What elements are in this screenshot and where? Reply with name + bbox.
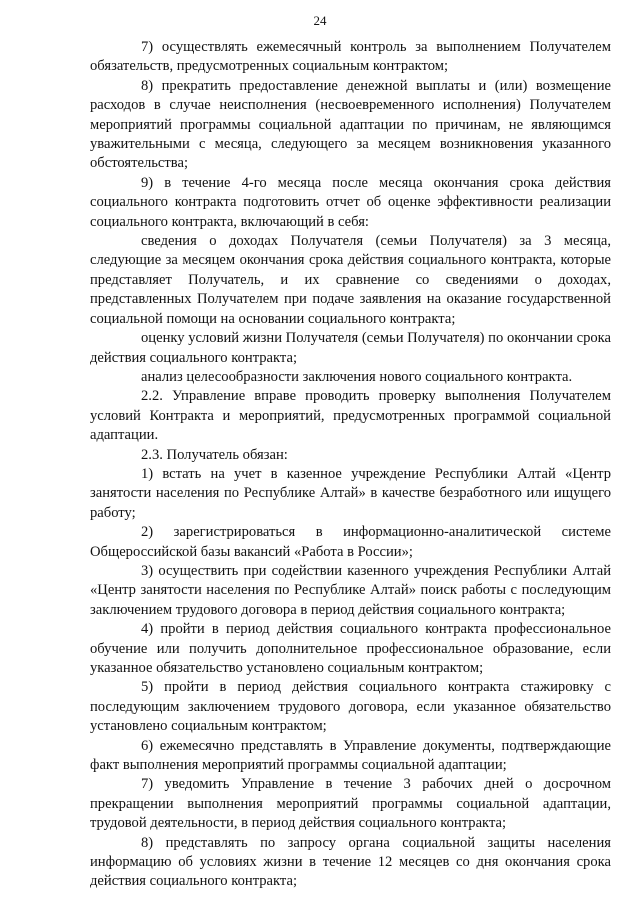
- paragraph: 5) пройти в период действия социального контракта стажировку с последующим заключением трудового договора, если указанное обязательство установлено социальным контрактом;: [90, 679, 611, 735]
- paragraph: 6) ежемесячно представлять в Управление документы, подтверждающие факт выполнения мероприятий программы социальной адаптации;: [90, 737, 611, 774]
- paragraph: анализ целесообразности заключения нового социального контракта.: [141, 368, 573, 385]
- paragraph: 9) в течение 4-го месяца после месяца окончания срока действия социального контракта подготовить отчет об оценке эффективности реализации социального контракта, включающий в себя:: [90, 174, 611, 230]
- paragraph: 2.3. Получатель обязан:: [141, 446, 288, 463]
- paragraph: 4) пройти в период действия социального контракта профессиональное обучение или получить дополнительное профессиональное образование, если указанное обязательство установлено социальным контрактом;: [90, 621, 611, 676]
- paragraph: 7) осуществлять ежемесячный контроль за выполнением Получателем обязательств, предусмотренных социальным контрактом;: [90, 39, 611, 75]
- paragraph: 7) уведомить Управление в течение 3 рабочих дней о досрочном прекращении выполнения мероприятий программы социальной адаптации, трудовой деятельности, в период действия социального контракта;: [90, 776, 611, 832]
- paragraph: оценку условий жизни Получателя (семьи Получателя) по окончании срока действия социального контракта;: [90, 330, 612, 366]
- document-body: [90, 38, 611, 892]
- page-number: 24: [313, 13, 327, 28]
- paragraph: сведения о доходах Получателя (семьи Получателя) за 3 месяца, следующие за месяцем окончания срока действия социального контракта, которые представляет Получатель, и их сравнение со сведениями о доходах, представленных Получателем при подаче заявления на оказание государственной социальной помощи на основании социального контракта;: [90, 233, 611, 327]
- paragraph: 3) осуществить при содействии казенного учреждения Республики Алтай «Центр занятости населения по Республике Алтай» поиск работы с последующим заключением трудового договора в период действия социального контракта;: [90, 562, 611, 618]
- paragraph: 2.2. Управление вправе проводить проверку выполнения Получателем условий Контракта и мероприятий, предусмотренных программой социальной адаптации.: [90, 388, 611, 444]
- paragraph: 2) зарегистрироваться в информационно-аналитической системе Общероссийской базы вакансий «Работа в России»;: [90, 524, 611, 560]
- paragraph: 1) встать на учет в казенное учреждение Республики Алтай «Центр занятости населения по Республике Алтай» в качестве безработного или ищущего работу;: [90, 465, 611, 521]
- paragraph: 8) прекратить предоставление денежной выплаты и (или) возмещение расходов в случае неисполнения (несвоевременного исполнения) Получателем мероприятий программы социальной адаптации по причинам, не являющимся уважительными с месяца, следующего за месяцем возникновения указанного обстоятельства;: [90, 77, 611, 172]
- paragraph: 8) представлять по запросу органа социальной защиты населения информацию об условиях жизни в течение 12 месяцев со дня окончания срока действия социального контракта;: [90, 834, 611, 890]
